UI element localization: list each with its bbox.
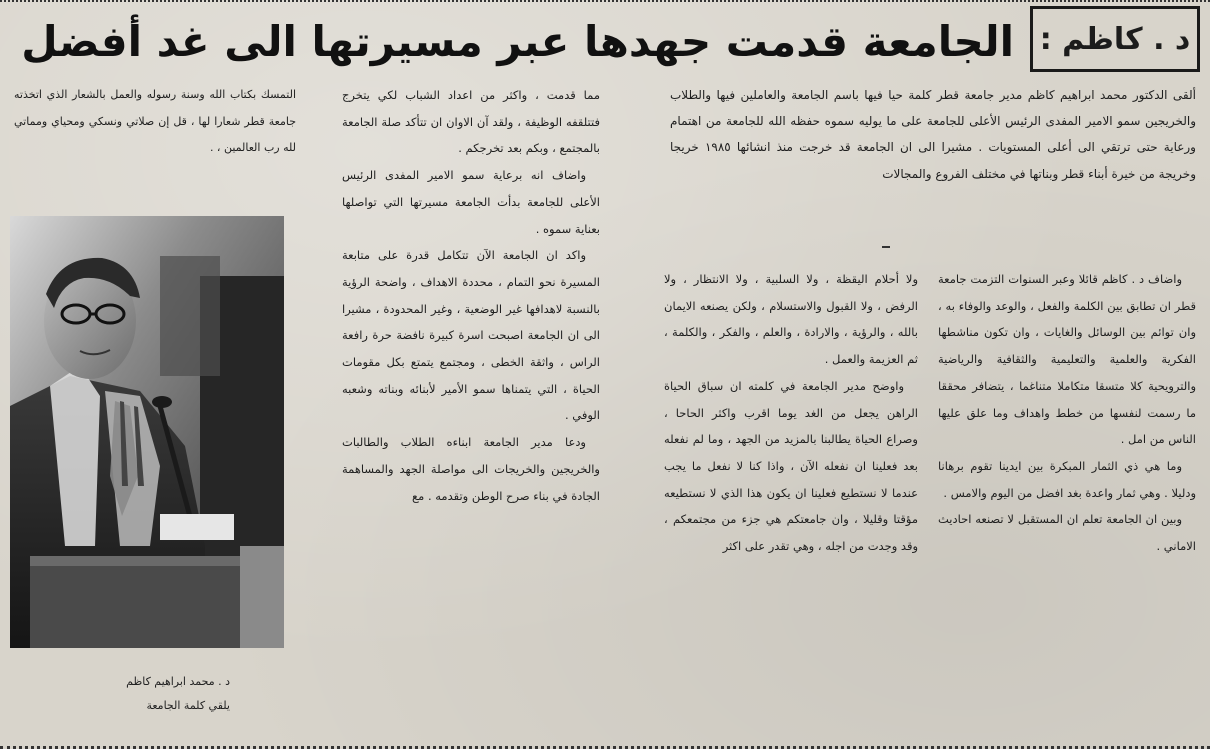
- photo-caption-name: د . محمد ابراهيم كاظم: [126, 675, 230, 688]
- article-column-2: [664, 266, 918, 749]
- section-divider: [882, 246, 890, 248]
- article-column-3: [342, 82, 600, 749]
- top-dotted-rule: [0, 0, 1210, 8]
- speaker-name-box: [1030, 6, 1200, 72]
- column-3-paragraph: واضاف انه برعاية سمو الامير المفدى الرئيس الأعلى للجامعة بدأت الجامعة مسيرتها التي تواصلها بعناية سموه .: [342, 168, 600, 236]
- headline: الجامعة قدمت جهدها عبر مسيرتها الى غد أفضل: [21, 17, 1014, 66]
- photo-caption: [70, 670, 230, 718]
- column-3-paragraph: ودعا مدير الجامعة ابناءه الطلاب والطالبات والخريجين والخريجات الى مواصلة الجهد والمساهمة الجادة في بناء صرح الوطن وتقدمه . مع: [342, 435, 600, 503]
- column-2-paragraph: ولا أحلام اليقظة ، ولا السلبية ، ولا الانتظار ، ولا الرفض ، ولا القبول والاستسلام ، ولكن يصنعه الايمان بالله ، والرؤية ، والارادة ، والعلم ، والفكر ، والكلمة ، ثم العزيمة والعمل .: [664, 272, 918, 367]
- column-1-paragraph: وما هي ذي الثمار المبكرة بين ايدينا تقوم برهانا ودليلا . وهي ثمار واعدة بغد افضل من اليوم والامس .: [938, 458, 1196, 500]
- column-4-paragraph: التمسك بكتاب الله وسنة رسوله والعمل بالشعار الذي اتخذته جامعة قطر شعارا لها ، قل إن صلاتي ونسكي ومحياي ومماتي لله رب العالمين ، .: [14, 88, 296, 155]
- column-2-paragraph: واوضح مدير الجامعة في كلمته ان سباق الحياة الراهن يجعل من الغد يوما اقرب واكثر الحاحا ، وصراع الحياة يطالبنا بالمزيد من الجهد ، وما لم نفعله بعد فعلينا ان نفعله الآن ، واذا كنا لا نفعل ما يجب عندما لا نستطيع فعلينا ان يكون هذا الذي لا نستطيعه مؤقتا وقليلا ، وان جامعتكم هي جزء من مجتمعكم ، وقد وجدت من اجله ، وهي تقدر على اكثر: [664, 378, 918, 554]
- intro-paragraph: [670, 82, 1196, 272]
- column-1-paragraph: واضاف د . كاظم قائلا وعبر السنوات التزمت جامعة قطر ان تطابق بين الكلمة والفعل ، والوعد والوفاء به ، وان توائم بين الوسائل والغايات ، وان تكون مناشطها الفكرية والعلمية والتعليمية والثقافية والرياضية والترويحية كلا متسقا متكاملا متناغما ، يتضافر محققا ما رسمت لنفسها من خطط واهداف وما علق عليها الناس من امل .: [938, 272, 1196, 447]
- intro-text: ألقى الدكتور محمد ابراهيم كاظم مدير جامعة قطر كلمة حيا فيها باسم الجامعة والعاملين فيها والطلاب والخريجين سمو الامير المفدى الرئيس الأعلى للجامعة على ما يوليه سموه حفظه الله للجامعة من اهتمام ورعاية حتى ترتقي الى أعلى المستويات . مشيرا الى ان الجامعة قد خرجت منذ انشائها ١٩٨٥ خريجا وخريجة من خيرة أبناء قطر وبناتها في مختلف الفروع والمجالات: [670, 88, 1196, 181]
- article-column-1: [938, 266, 1196, 749]
- column-3-paragraph: مما قدمت ، واكثر من اعداد الشباب لكي يتخرج فتتلقفه الوظيفة ، ولقد آن الاوان ان تتأكد صلة الجامعة بالمجتمع ، وبكم بعد تخرجكم .: [342, 88, 600, 156]
- column-3-paragraph: واكد ان الجامعة الآن تتكامل قدرة على متابعة المسيرة نحو التمام ، محددة الاهداف ، واضحة الرؤية بالنسبة لاهدافها غير الوضعية ، وغير المحدودة ، مشيرا الى ان الجامعة اصبحت اسرة كبيرة نافضة حرة رافعة الراس ، واثقة الخطى ، ومجتمع يتمتع بكل مقومات الحياة ، التي يتمناها سمو الأمير لأبنائه وبناته وشعبه الوفي .: [342, 248, 600, 423]
- photo-caption-action: يلقي كلمة الجامعة: [146, 699, 230, 712]
- bottom-dotted-rule: [0, 738, 1210, 749]
- article-column-4: [14, 82, 296, 212]
- column-1-paragraph: وبين ان الجامعة تعلم ان المستقبل لا تصنعه احاديث الاماني .: [938, 512, 1196, 554]
- speaker-name-label: د . كاظم :: [1039, 21, 1191, 57]
- speaker-photo: [10, 216, 284, 648]
